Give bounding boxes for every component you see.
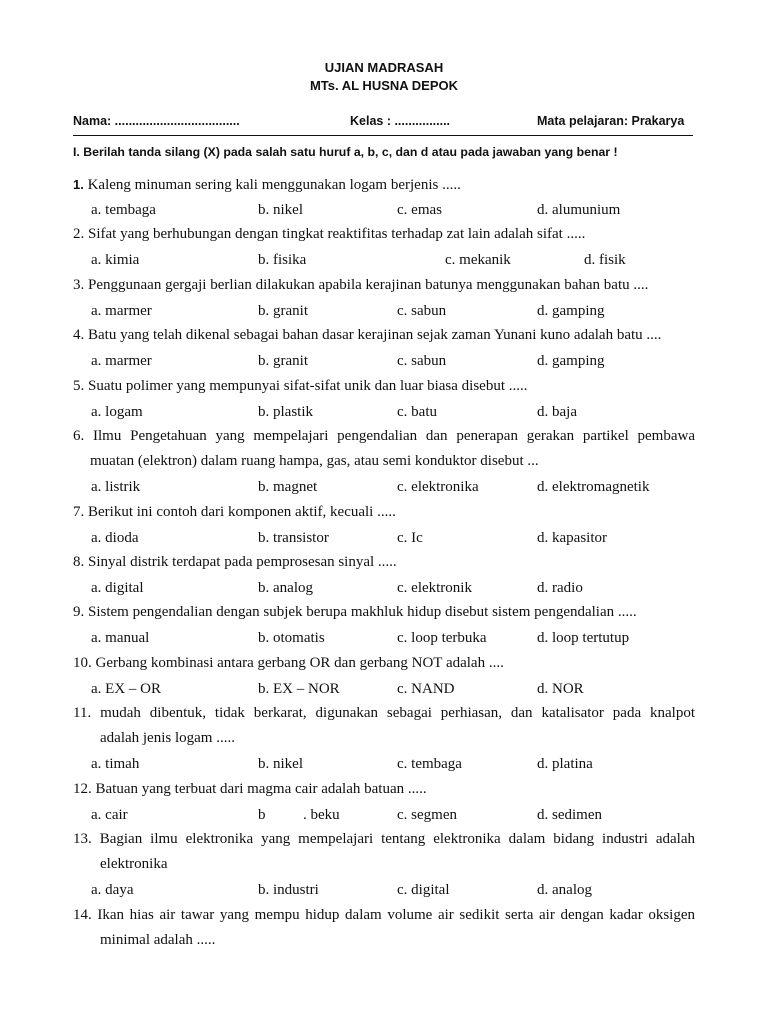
question-9: 9. Sistem pengendalian dengan subjek berupa makhluk hidup disebut sistem pengendalian .....: [73, 604, 637, 620]
option-c: c. emas: [397, 202, 442, 218]
option-c: c. mekanik: [445, 252, 511, 268]
question-14: 14. Ikan hias air tawar yang mempu hidup dalam volume air sedikit serta air dengan kadar oksigen: [73, 907, 695, 923]
option-a: a. manual: [91, 630, 150, 646]
option-a: a. EX – OR: [91, 681, 161, 697]
option-a: a. marmer: [91, 303, 152, 319]
option-a: a. kimia: [91, 252, 140, 268]
nama-field: Nama: ....................................: [73, 114, 240, 128]
option-a: a. timah: [91, 756, 140, 772]
option-b: b. nikel: [258, 202, 303, 218]
option-b: b. granit: [258, 353, 308, 369]
mata-pelajaran-field: Mata pelajaran: Prakarya: [537, 114, 685, 128]
option-c: c. segmen: [397, 807, 457, 823]
option-d: d. gamping: [537, 353, 605, 369]
option-c: c. elektronik: [397, 580, 472, 596]
option-b: b. otomatis: [258, 630, 325, 646]
option-b: b. nikel: [258, 756, 303, 772]
option-b: b. magnet: [258, 479, 318, 495]
question-3: 3. Penggunaan gergaji berlian dilakukan apabila kerajinan batunya menggunakan bahan batu ....: [73, 277, 649, 293]
header-divider: [73, 135, 693, 136]
option-c: c. sabun: [397, 303, 447, 319]
option-c: c. Ic: [397, 530, 423, 546]
option-c: c. tembaga: [397, 756, 462, 772]
question-2: 2. Sifat yang berhubungan dengan tingkat reaktifitas terhadap zat lain adalah sifat .....: [73, 226, 586, 242]
option-b: b . beku: [258, 807, 340, 823]
option-a: a. listrik: [91, 479, 141, 495]
option-c: c. digital: [397, 882, 450, 898]
option-d: d. elektromagnetik: [537, 479, 650, 495]
option-d: d. kapasitor: [537, 530, 607, 546]
question-4: 4. Batu yang telah dikenal sebagai bahan dasar kerajinan sejak zaman Yunani kuno adalah batu ....: [73, 327, 662, 343]
question-6-continuation: muatan (elektron) dalam ruang hampa, gas, atau semi konduktor disebut ...: [90, 453, 539, 469]
question-11-continuation: adalah jenis logam .....: [100, 730, 235, 746]
option-d: d. fisik: [584, 252, 626, 268]
option-d: d. sedimen: [537, 807, 602, 823]
option-b: b. industri: [258, 882, 319, 898]
option-c: c. sabun: [397, 353, 447, 369]
question-14-continuation: minimal adalah .....: [100, 932, 216, 948]
question-13-continuation: elektronika: [100, 856, 168, 872]
option-a: a. tembaga: [91, 202, 156, 218]
option-c: c. batu: [397, 404, 437, 420]
option-a: a. dioda: [91, 530, 139, 546]
option-c: c. elektronika: [397, 479, 479, 495]
option-b: b. granit: [258, 303, 308, 319]
question-11: 11. mudah dibentuk, tidak berkarat, digunakan sebagai perhiasan, dan katalisator pada knalpot: [73, 705, 695, 721]
option-d: d. platina: [537, 756, 593, 772]
option-d: d. baja: [537, 404, 577, 420]
option-d: d. analog: [537, 882, 592, 898]
option-b: b. analog: [258, 580, 313, 596]
instruction: I. Berilah tanda silang (X) pada salah satu huruf a, b, c, dan d atau pada jawaban yang benar !: [73, 145, 618, 159]
option-a: a. daya: [91, 882, 134, 898]
question-8: 8. Sinyal distrik terdapat pada pemprosesan sinyal .....: [73, 554, 397, 570]
school-name: MTs. AL HUSNA DEPOK: [309, 78, 459, 93]
question-5: 5. Suatu polimer yang mempunyai sifat-sifat unik dan luar biasa disebut .....: [73, 378, 528, 394]
question-12: 12. Batuan yang terbuat dari magma cair adalah batuan .....: [73, 781, 427, 797]
exam-title: UJIAN MADRASAH: [324, 60, 444, 75]
kelas-field: Kelas : ................: [350, 114, 451, 128]
option-a: a. marmer: [91, 353, 152, 369]
question-10: 10. Gerbang kombinasi antara gerbang OR dan gerbang NOT adalah ....: [73, 655, 504, 671]
option-d: d. radio: [537, 580, 583, 596]
option-d: d. gamping: [537, 303, 605, 319]
option-d: d. alumunium: [537, 202, 621, 218]
option-a: a. logam: [91, 404, 143, 420]
option-b: b. EX – NOR: [258, 681, 340, 697]
question-1: [73, 172, 695, 198]
question-number: 1.: [73, 177, 84, 192]
option-c: c. NAND: [397, 681, 455, 697]
question-6: 6. Ilmu Pengetahuan yang mempelajari pengendalian dan penerapan gerakan partikel pembawa: [73, 428, 695, 444]
option-d: d. loop tertutup: [537, 630, 630, 646]
question-13: 13. Bagian ilmu elektronika yang mempelajari tentang elektronika dalam bidang industri adalah: [73, 831, 695, 847]
option-b: b. fisika: [258, 252, 307, 268]
option-b: b. transistor: [258, 530, 329, 546]
option-d: d. NOR: [537, 681, 584, 697]
question-7: 7. Berikut ini contoh dari komponen aktif, kecuali .....: [73, 504, 396, 520]
option-b: b. plastik: [258, 404, 313, 420]
option-c: c. loop terbuka: [397, 630, 487, 646]
option-a: a. digital: [91, 580, 144, 596]
question-text: Kaleng minuman sering kali menggunakan logam berjenis .....: [87, 177, 461, 193]
option-a: a. cair: [91, 807, 128, 823]
